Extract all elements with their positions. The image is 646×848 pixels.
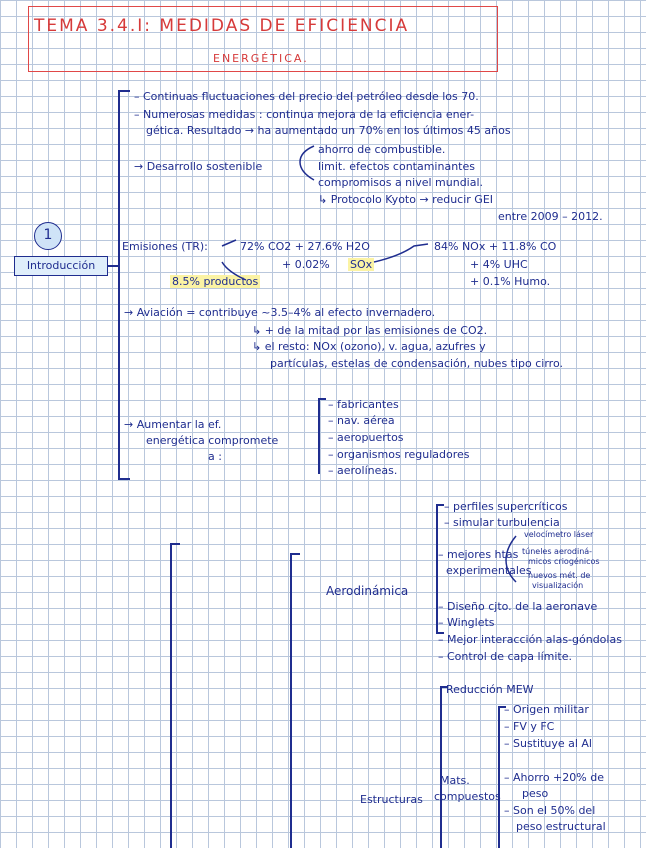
intro-line-2: – Numerosas medidas : continua mejora de la eficiencia ener- [134, 108, 475, 121]
aero-simular: – simular turbulencia [444, 516, 560, 529]
sustainable-label: → Desarrollo sostenible [134, 160, 263, 173]
aero-perfiles: – perfiles supercríticos [444, 500, 568, 513]
page-title: TEMA 3.4.I: MEDIDAS DE EFICIENCIA [34, 16, 410, 36]
aumentar-item-3: – aeropuertos [328, 431, 404, 444]
aero-winglets: – Winglets [438, 616, 495, 629]
aumentar-bracket [318, 398, 320, 474]
main-bracket-bottom [118, 478, 130, 480]
aero-mejor-int: – Mejor interacción alas-góndolas [438, 633, 622, 646]
sustainable-item-1: ahorro de combustible. [318, 143, 446, 156]
emisiones-productos: 8.5% productos [172, 275, 259, 288]
aero-sub-2: túneles aerodiná- [522, 547, 593, 556]
section-number: 1 [34, 222, 62, 250]
main-bracket-top [118, 90, 130, 92]
mats-bracket [498, 706, 500, 848]
aviacion-line-3: ↳ el resto: NOx (ozono), v. agua, azufres y [252, 340, 486, 353]
intro-line-3: gética. Resultado → ha aumentado un 70% en los últimos 45 años [146, 124, 511, 137]
estr-item-4: – Ahorro +20% de [504, 771, 604, 784]
estr-mats-1: Mats. [440, 774, 470, 787]
emisiones-sox: SOx [350, 258, 373, 271]
aero-sub-3: micos criogénicos [528, 557, 600, 566]
aviacion-line-4: partículas, estelas de condensación, nubes tipo cirro. [270, 357, 563, 370]
aumentar-line-2: energética compromete [146, 434, 279, 447]
section-label: Introducción [14, 256, 108, 276]
aero-diseno: – Diseño cjto. de la aeronave [438, 600, 598, 613]
estr-reduccion: Reducción MEW [446, 683, 534, 696]
aumentar-line-1: → Aumentar la ef. [124, 418, 222, 431]
sustainable-item-3: compromisos a nivel mundial. [318, 176, 484, 189]
aviacion-line-2: ↳ + de la mitad por las emisiones de CO2. [252, 324, 488, 337]
aero-mejoras-1: – mejores htas [438, 548, 519, 561]
aumentar-line-3: a : [208, 450, 222, 463]
aumentar-bracket-top [318, 398, 326, 400]
aero-sub-5: visualización [532, 581, 584, 590]
emisiones-b3: + 0.1% Humo. [470, 275, 551, 288]
left-bracket-lower-top [170, 543, 180, 545]
estr-item-7: peso estructural [516, 820, 606, 833]
estr-item-3: – Sustituye al Al [504, 737, 592, 750]
aero-control: – Control de capa límite. [438, 650, 572, 663]
aumentar-item-2: – nav. aérea [328, 414, 395, 427]
estr-mats-2: compuestos [434, 790, 501, 803]
emisiones-a2: + 0.02% [282, 258, 330, 271]
mid-bracket-top [290, 553, 300, 555]
aumentar-item-4: – organismos reguladores [328, 448, 470, 461]
connector-line [108, 265, 118, 267]
aumentar-item-5: – aerolíneas. [328, 464, 398, 477]
emisiones-a1: 72% CO2 + 27.6% H2O [240, 240, 370, 253]
aerodinamica-label: Aerodinámica [326, 584, 409, 598]
main-bracket [118, 90, 120, 480]
estr-item-1: – Origen militar [504, 703, 589, 716]
kyoto-line-1: ↳ Protocolo Kyoto → reducir GEI [318, 193, 494, 206]
emisiones-b2: + 4% UHC [470, 258, 528, 271]
aero-bracket [436, 504, 438, 634]
aero-bracket-top [436, 504, 444, 506]
aviacion-line-1: → Aviación = contribuye ~3.5–4% al efecto invernadero. [124, 306, 436, 319]
emisiones-b1: 84% NOx + 11.8% CO [434, 240, 557, 253]
estr-bracket [440, 686, 442, 848]
estructuras-label: Estructuras [360, 793, 423, 806]
estr-item-2: – FV y FC [504, 720, 555, 733]
page-title-line2: ENERGÉTICA. [213, 52, 309, 65]
estr-item-6: – Son el 50% del [504, 804, 596, 817]
intro-line-1: – Continuas fluctuaciones del precio del petróleo desde los 70. [134, 90, 479, 103]
aero-sub-4: nuevos mét. de [528, 571, 591, 580]
sustainable-item-2: limit. efectos contaminantes [318, 160, 475, 173]
aumentar-item-1: – fabricantes [328, 398, 399, 411]
emisiones-label: Emisiones (TR): [122, 240, 208, 253]
left-bracket-lower [170, 543, 172, 848]
aero-mejoras-2: experimentales [446, 564, 532, 577]
mid-bracket [290, 553, 292, 848]
kyoto-line-2: entre 2009 – 2012. [498, 210, 603, 223]
aero-sub-1: velocímetro láser [524, 530, 594, 539]
estr-item-5: peso [522, 787, 549, 800]
